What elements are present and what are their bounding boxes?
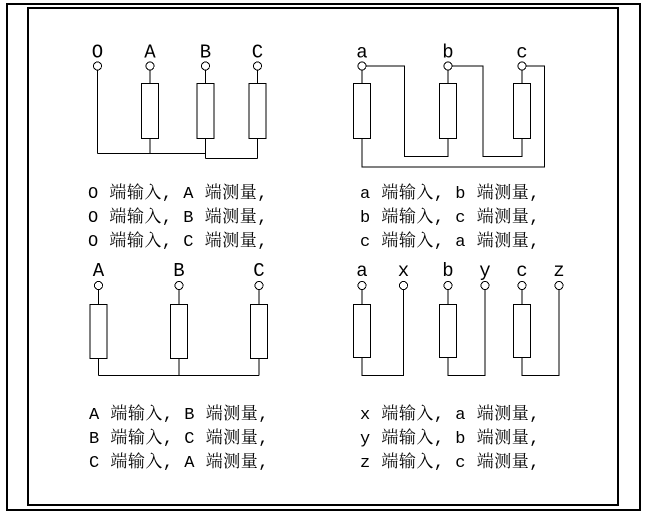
terminal-circle — [255, 282, 263, 290]
caption-line: a 端输入, b 端测量, — [360, 185, 540, 204]
caption-line: O 端输入, A 端测量, — [88, 185, 268, 204]
caption-line: z 端输入, c 端测量, — [360, 454, 540, 473]
winding-rect — [197, 84, 214, 139]
terminal-label: c — [516, 260, 528, 282]
winding-rect — [514, 305, 531, 358]
caption-line: O 端输入, C 端测量, — [88, 233, 268, 252]
winding-rect — [171, 305, 188, 359]
caption-line: C 端输入, A 端测量, — [89, 454, 269, 473]
terminal-circle — [555, 282, 563, 290]
winding-rect — [251, 305, 268, 359]
terminal-label: C — [253, 260, 265, 282]
caption-line: B 端输入, C 端测量, — [89, 430, 269, 449]
diagram-star-with-neutral — [88, 42, 268, 253]
terminal-label: B — [173, 260, 185, 282]
diagram-star-abc — [89, 260, 269, 473]
winding-rect — [354, 84, 371, 139]
caption-line: A 端输入, B 端测量, — [89, 406, 269, 425]
terminal-circle — [95, 282, 103, 290]
terminal-label: A — [144, 41, 156, 64]
winding-rect — [354, 305, 371, 358]
terminal-circle — [444, 282, 452, 290]
terminal-circle — [400, 282, 408, 290]
caption-line: O 端输入, B 端测量, — [88, 209, 268, 228]
terminal-label: y — [479, 260, 491, 282]
terminal-label: b — [442, 260, 454, 282]
terminal-circle — [175, 282, 183, 290]
winding-rect — [90, 305, 107, 359]
terminal-label: c — [516, 41, 528, 64]
terminal-label: a — [356, 41, 368, 64]
caption-line: x 端输入, a 端测量, — [360, 406, 540, 425]
diagram-delta — [354, 42, 545, 253]
terminal-circle — [481, 282, 489, 290]
winding-rect — [440, 84, 457, 139]
terminal-label: x — [397, 260, 410, 282]
winding-rect — [514, 84, 531, 139]
terminal-label: O — [91, 41, 104, 64]
terminal-circle — [518, 282, 526, 290]
diagram-open-windings — [354, 260, 565, 473]
caption-line: c 端输入, a 端测量, — [360, 233, 540, 252]
terminal-label: A — [92, 260, 105, 282]
winding-rect — [249, 84, 266, 139]
terminal-label: b — [442, 41, 454, 64]
terminal-label: z — [553, 260, 565, 282]
terminal-label: C — [251, 41, 264, 64]
wire — [98, 70, 258, 159]
terminal-label: a — [356, 260, 368, 282]
winding-rect — [142, 84, 159, 139]
terminal-label: B — [199, 41, 212, 64]
caption-line: b 端输入, c 端测量, — [360, 209, 540, 228]
terminal-circle — [358, 282, 366, 290]
winding-rect — [440, 305, 457, 358]
caption-line: y 端输入, b 端测量, — [360, 430, 540, 449]
